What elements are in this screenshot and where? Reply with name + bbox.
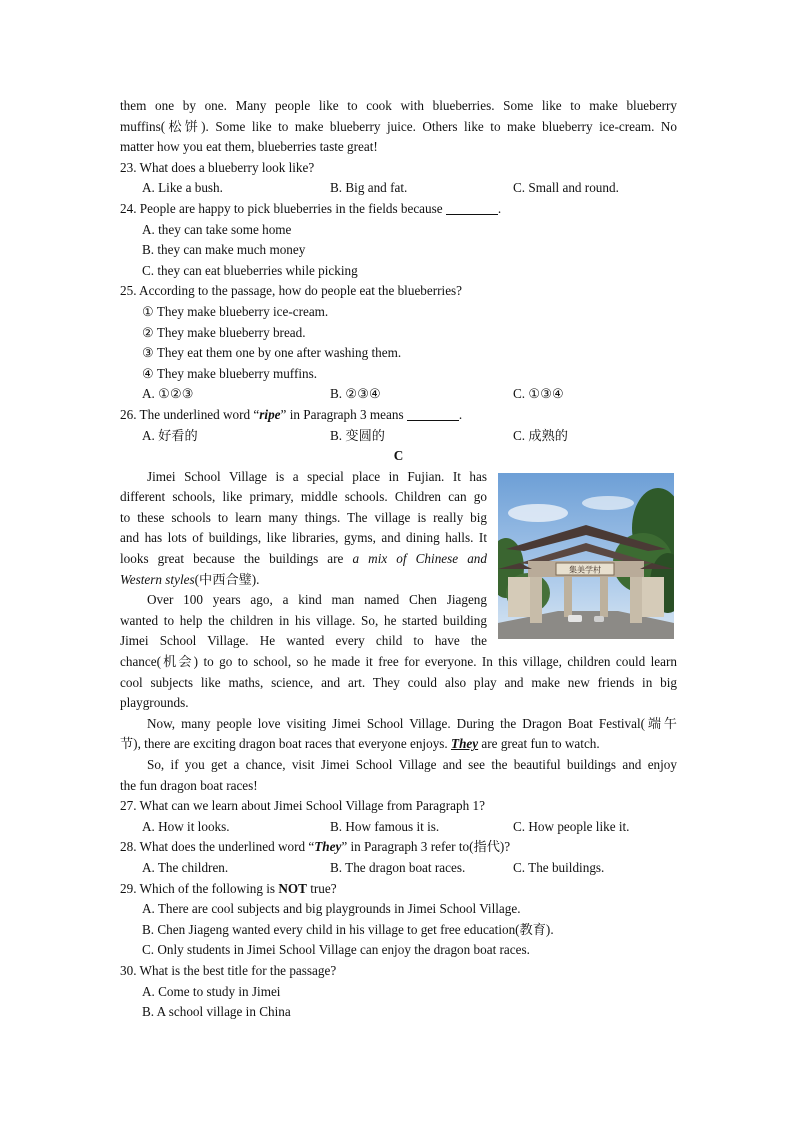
q25-item-3: ③ They eat them one by one after washing them.: [142, 345, 402, 361]
intro-line-1: them one by one. Many people like to cook with blueberries. Some like to make blueberry: [120, 98, 677, 113]
q27-option-a[interactable]: A. How it looks.: [142, 818, 230, 834]
passage-wrapped-part: [120, 467, 487, 652]
q25-item-1: ① They make blueberry ice-cream.: [142, 303, 329, 319]
q28-option-b[interactable]: B. The dragon boat races.: [330, 859, 466, 875]
gate-plaque-text: 集美学村: [569, 565, 601, 575]
q29-stem-post: true?: [306, 880, 337, 896]
q28-option-a[interactable]: A. The children.: [142, 859, 229, 875]
q26-word: ripe: [259, 406, 281, 422]
question-28: [120, 837, 677, 858]
question-27: 27. What can we learn about Jimei School Village from Paragraph 1?: [120, 798, 485, 814]
question-26: [120, 405, 677, 426]
q26-option-c[interactable]: C. 成熟的: [513, 427, 568, 443]
p3-line-2-c: are great fun to watch.: [478, 736, 600, 752]
passage-p1-line-2: different schools, like primary, middle schools. Children can go: [120, 489, 487, 505]
gate-photo-image: [498, 473, 674, 639]
question-30: 30. What is the best title for the passage?: [120, 962, 337, 978]
passage-p2-line-3: Jimei School Village. He wanted every child to have the: [120, 633, 487, 649]
q29-stem-pre: 29. Which of the following is: [120, 880, 279, 896]
q24-option-a[interactable]: A. they can take some home: [142, 221, 292, 237]
q30-option-b[interactable]: B. A school village in China: [142, 1004, 291, 1020]
passage-p1-line-1: Jimei School Village is a special place in Fujian. It has: [147, 468, 487, 484]
q24-option-c[interactable]: C. they can eat blueberries while picking: [142, 262, 358, 278]
p1-line-6-text: (中西合璧).: [194, 571, 260, 587]
q23-options: [120, 178, 677, 199]
q23-option-b[interactable]: B. Big and fat.: [330, 180, 408, 196]
q29-option-b[interactable]: B. Chen Jiageng wanted every child in his village to get free education(教育).: [142, 921, 554, 937]
q25-item-2: ② They make blueberry bread.: [142, 324, 306, 340]
intro-line-3: matter how you eat them, blueberries taste great!: [120, 139, 378, 155]
passage-p2-line-6: playgrounds.: [120, 695, 189, 711]
passage-p1-line-5: [120, 549, 487, 570]
q28-stem-pre: 28. What does the underlined word “: [120, 839, 315, 855]
q28-word: They: [314, 839, 342, 855]
q28-options: [120, 858, 677, 879]
p1-line-6-italic: Western styles: [120, 571, 195, 587]
q27-options: [120, 817, 677, 838]
gate-photo: [498, 473, 674, 639]
passage-p2-line-1: Over 100 years ago, a kind man named Chen Jiageng: [147, 592, 487, 608]
q24-stem: 24. People are happy to pick blueberries in the fields because: [120, 200, 443, 216]
p1-line-5-italic: a mix of Chinese and: [352, 551, 487, 567]
q24-answer-blank[interactable]: [446, 200, 498, 215]
passage-p1-line-4: and has lots of buildings, like libraries, gyms, and dining halls. It: [120, 530, 487, 546]
passage-p3-line-2: [120, 734, 677, 755]
intro-line-2: muffins(松饼). Some like to make blueberry juice. Others like to make blueberry ice-cream. No: [120, 118, 677, 134]
q29-option-a[interactable]: A. There are cool subjects and big playgrounds in Jimei School Village.: [142, 901, 521, 917]
q28-option-c[interactable]: C. The buildings.: [513, 859, 605, 875]
question-29: [120, 879, 677, 900]
p1-line-5-text: looks great because the buildings are: [120, 551, 353, 567]
question-25: 25. According to the passage, how do people eat the blueberries?: [120, 283, 463, 299]
q25-option-a[interactable]: A. ①②③: [142, 386, 194, 402]
q30-option-a[interactable]: A. Come to study in Jimei: [142, 983, 281, 999]
q25-item-4: ④ They make blueberry muffins.: [142, 365, 318, 381]
q27-option-b[interactable]: B. How famous it is.: [330, 818, 440, 834]
q23-option-c[interactable]: C. Small and round.: [513, 180, 619, 196]
q26-option-b[interactable]: B. 变圆的: [330, 427, 385, 443]
passage-p1-line-6: [120, 570, 487, 591]
q26-stem-post: ” in Paragraph 3 means: [280, 406, 404, 422]
q27-option-c[interactable]: C. How people like it.: [513, 818, 630, 834]
question-23: 23. What does a blueberry look like?: [120, 159, 315, 175]
passage-p3-line-1: Now, many people love visiting Jimei School Village. During the Dragon Boat Festival(端午: [147, 715, 677, 731]
q26-options: [120, 426, 677, 447]
q25-option-c[interactable]: C. ①③④: [513, 386, 564, 402]
q23-option-a[interactable]: A. Like a bush.: [142, 180, 223, 196]
q29-option-c[interactable]: C. Only students in Jimei School Village can enjoy the dragon boat races.: [142, 942, 530, 958]
q25-option-b[interactable]: B. ②③④: [330, 386, 381, 402]
q26-answer-blank[interactable]: [407, 406, 459, 421]
p3-underlined-they: They: [451, 736, 479, 752]
passage-p4-line-2: the fun dragon boat races!: [120, 777, 258, 793]
passage-p1-line-3: to these schools to learn many things. The village is really big: [120, 509, 487, 525]
passage-p2-line-2: wanted to help the children in his village. So, he started building: [120, 612, 487, 628]
exam-page: [120, 96, 677, 1023]
p3-line-2-a: 节), there are exciting dragon boat races that everyone enjoys.: [120, 736, 452, 752]
passage-p2-line-4: chance(机会) to go to school, so he made it free for everyone. In this village, children could learn: [120, 654, 677, 670]
q24-end: .: [497, 200, 502, 216]
q24-option-b[interactable]: B. they can make much money: [142, 242, 306, 258]
q26-option-a[interactable]: A. 好看的: [142, 427, 198, 443]
q25-options: [120, 384, 677, 405]
question-24: [120, 199, 677, 220]
passage-p4-line-1: So, if you get a chance, visit Jimei School Village and see the beautiful buildings and enjoy: [147, 757, 677, 772]
q26-end: .: [458, 406, 463, 422]
q26-stem-pre: 26. The underlined word “: [120, 406, 260, 422]
section-heading: C: [393, 448, 404, 464]
q29-not: NOT: [278, 880, 307, 896]
q28-stem-post: ” in Paragraph 3 refer to(指代)?: [341, 839, 511, 855]
passage-p2-line-5: cool subjects like maths, science, and art. They could also play and make new friends in big: [120, 674, 677, 690]
